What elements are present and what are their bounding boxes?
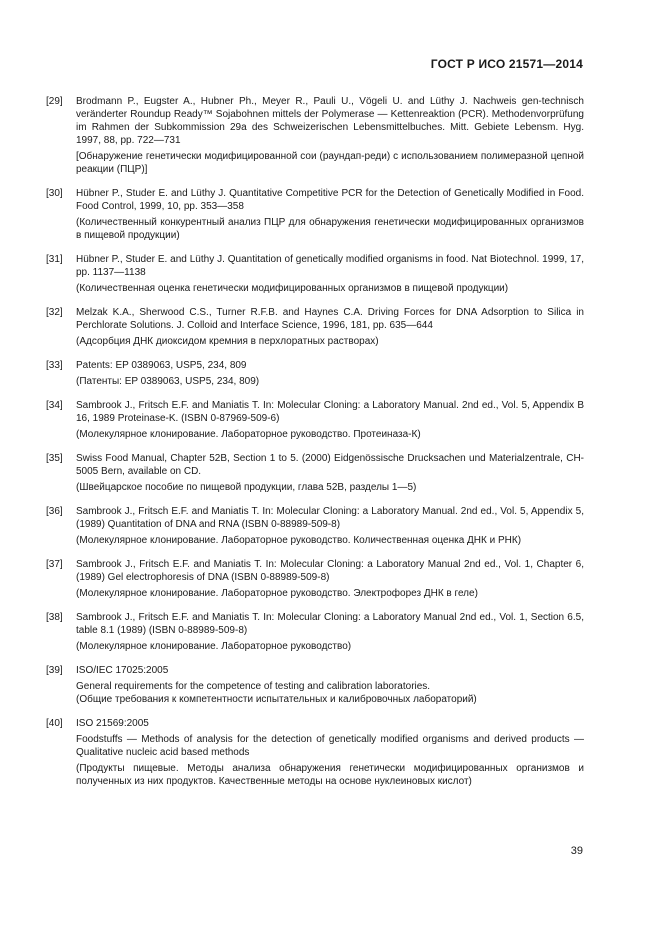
reference-number: [39]: [46, 665, 63, 676]
reference-number: [33]: [46, 360, 63, 371]
reference-item: [46, 95, 584, 176]
reference-translation: (Молекулярное клонирование. Лабораторное руководство. Протеиназа-К): [76, 429, 421, 440]
reference-body: [76, 95, 584, 176]
reference-number: [35]: [46, 453, 63, 464]
reference-item: [46, 611, 584, 653]
reference-standard-code: ISO 21569:2005: [76, 718, 149, 729]
reference-item: [46, 399, 584, 441]
reference-text: Sambrook J., Fritsch E.F. and Maniatis T. In: Molecular Cloning: a Laboratory Manual. 2nd ed., Vol. 5, Appendix 5, (1989) Quantitation of DNA and RNA (ISBN 0-88989-509-8): [76, 506, 584, 530]
document-header: ГОСТ Р ИСО 21571—2014: [430, 57, 583, 71]
reference-text: Hübner P., Studer E. and Lüthy J. Quantitative Competitive PCR for the Detection of Genetically Modified in Food. Food Control, 1999, 10, pp. 353—358: [76, 188, 584, 212]
reference-translation: (Количественная оценка генетически модифицированных организмов в пищевой продукции): [76, 283, 509, 294]
reference-translation: [Обнаружение генетически модифицированной сои (раундап-реди) с использованием полимеразной цепной реакции (ПЦР)]: [76, 151, 584, 175]
reference-item: [46, 664, 584, 706]
reference-number: [36]: [46, 506, 63, 517]
reference-translation: (Общие требования к компетентности испытательных и калибровочных лабораторий): [76, 694, 477, 705]
reference-translation: (Патенты: EP 0389063, USP5, 234, 809): [76, 376, 260, 387]
reference-translation: (Молекулярное клонирование. Лабораторное руководство. Количественная оценка ДНК и РНК): [76, 535, 522, 546]
reference-translation: (Количественный конкурентный анализ ПЦР для обнаружения генетически модифицированных организмов в пищевой продукции): [76, 217, 584, 241]
reference-body: [76, 253, 584, 295]
reference-number: [30]: [46, 188, 63, 199]
reference-standard-code: ISO/IEC 17025:2005: [76, 665, 169, 676]
reference-text: Patents: EP 0389063, USP5, 234, 809: [76, 360, 247, 371]
reference-number: [37]: [46, 559, 63, 570]
reference-text: Sambrook J., Fritsch E.F. and Maniatis T. In: Molecular Cloning: a Laboratory Manual 2nd ed., Vol. 1, Chapter 6, (1989) Gel electrophoresis of DNA (ISBN 0-88989-509-8): [76, 559, 584, 583]
reference-text: Foodstuffs — Methods of analysis for the detection of genetically modified organisms and derived products — Qualitative nucleic acid based methods: [76, 734, 584, 758]
reference-body: [76, 187, 584, 242]
reference-translation: (Молекулярное клонирование. Лабораторное руководство. Электрофорез ДНК в геле): [76, 588, 478, 599]
reference-item: [46, 558, 584, 600]
reference-number: [29]: [46, 96, 63, 107]
reference-translation: (Швейцарское пособие по пищевой продукции, глава 52B, разделы 1—5): [76, 482, 417, 493]
reference-body: [76, 611, 584, 653]
reference-body: [76, 306, 584, 348]
reference-text: Sambrook J., Fritsch E.F. and Maniatis T. In: Molecular Cloning: a Laboratory Manual 2nd ed., Vol. 1, Section 6.5, table 8.1 (1989) (ISBN 0-88989-509-8): [76, 612, 584, 636]
reference-number: [34]: [46, 400, 63, 411]
reference-item: [46, 505, 584, 547]
reference-number: [38]: [46, 612, 63, 623]
reference-list: [46, 95, 584, 799]
reference-number: [31]: [46, 254, 63, 265]
reference-body: [76, 717, 584, 788]
reference-translation: (Продукты пищевые. Методы анализа обнаружения генетически модифицированных организмов и полученных из них продуктов. Качественные методы на основе нуклеиновых кислот): [76, 763, 584, 787]
reference-body: [76, 452, 584, 494]
reference-body: [76, 558, 584, 600]
reference-body: [76, 664, 584, 706]
reference-text: Swiss Food Manual, Chapter 52B, Section 1 to 5. (2000) Eidgenössische Drucksachen und Materialzentrale, CH-5005 Bern, available on CD.: [76, 453, 584, 477]
reference-item: [46, 452, 584, 494]
reference-item: [46, 359, 584, 388]
reference-text: Hübner P., Studer E. and Lüthy J. Quantitation of genetically modified organisms in food. Nat Biotechnol. 1999, 17, pp. 1137—1138: [76, 254, 584, 278]
reference-item: [46, 306, 584, 348]
reference-translation: (Адсорбция ДНК диоксидом кремния в перхлоратных растворах): [76, 336, 379, 347]
reference-number: [40]: [46, 718, 63, 729]
reference-item: [46, 253, 584, 295]
reference-text: Brodmann P., Eugster A., Hubner Ph., Meyer R., Pauli U., Vögeli U. and Lüthy J. Nachweis gen-technisch veränderter Roundup Ready™ Sojabohnen mittels der Polymerase — Kettenreaktion (PCR). Methodenvorprüfung im Rahmen der Subkommission 29a des Schweizerischen Lebensmittelbuches. Mitt. Gebiete Lebensm. Hyg. 1997, 88, pp. 722—731: [76, 96, 584, 146]
reference-body: [76, 399, 584, 441]
reference-text: Melzak K.A., Sherwood C.S., Turner R.F.B. and Haynes C.A. Driving Forces for DNA Adsorption to Silica in Perchlorate Solutions. J. Colloid and Interface Science, 1996, 181, pp. 635—644: [76, 307, 584, 331]
reference-text: Sambrook J., Fritsch E.F. and Maniatis T. In: Molecular Cloning: a Laboratory Manual. 2nd ed., Vol. 5, Appendix B 16, 1989 Proteinase-K. (ISBN 0-87969-509-6): [76, 400, 584, 424]
reference-body: [76, 359, 584, 388]
reference-item: [46, 717, 584, 788]
reference-text: General requirements for the competence of testing and calibration laboratories.: [76, 681, 431, 692]
reference-item: [46, 187, 584, 242]
reference-number: [32]: [46, 307, 63, 318]
page-number: 39: [570, 845, 583, 857]
reference-body: [76, 505, 584, 547]
reference-translation: (Молекулярное клонирование. Лабораторное руководство): [76, 641, 352, 652]
